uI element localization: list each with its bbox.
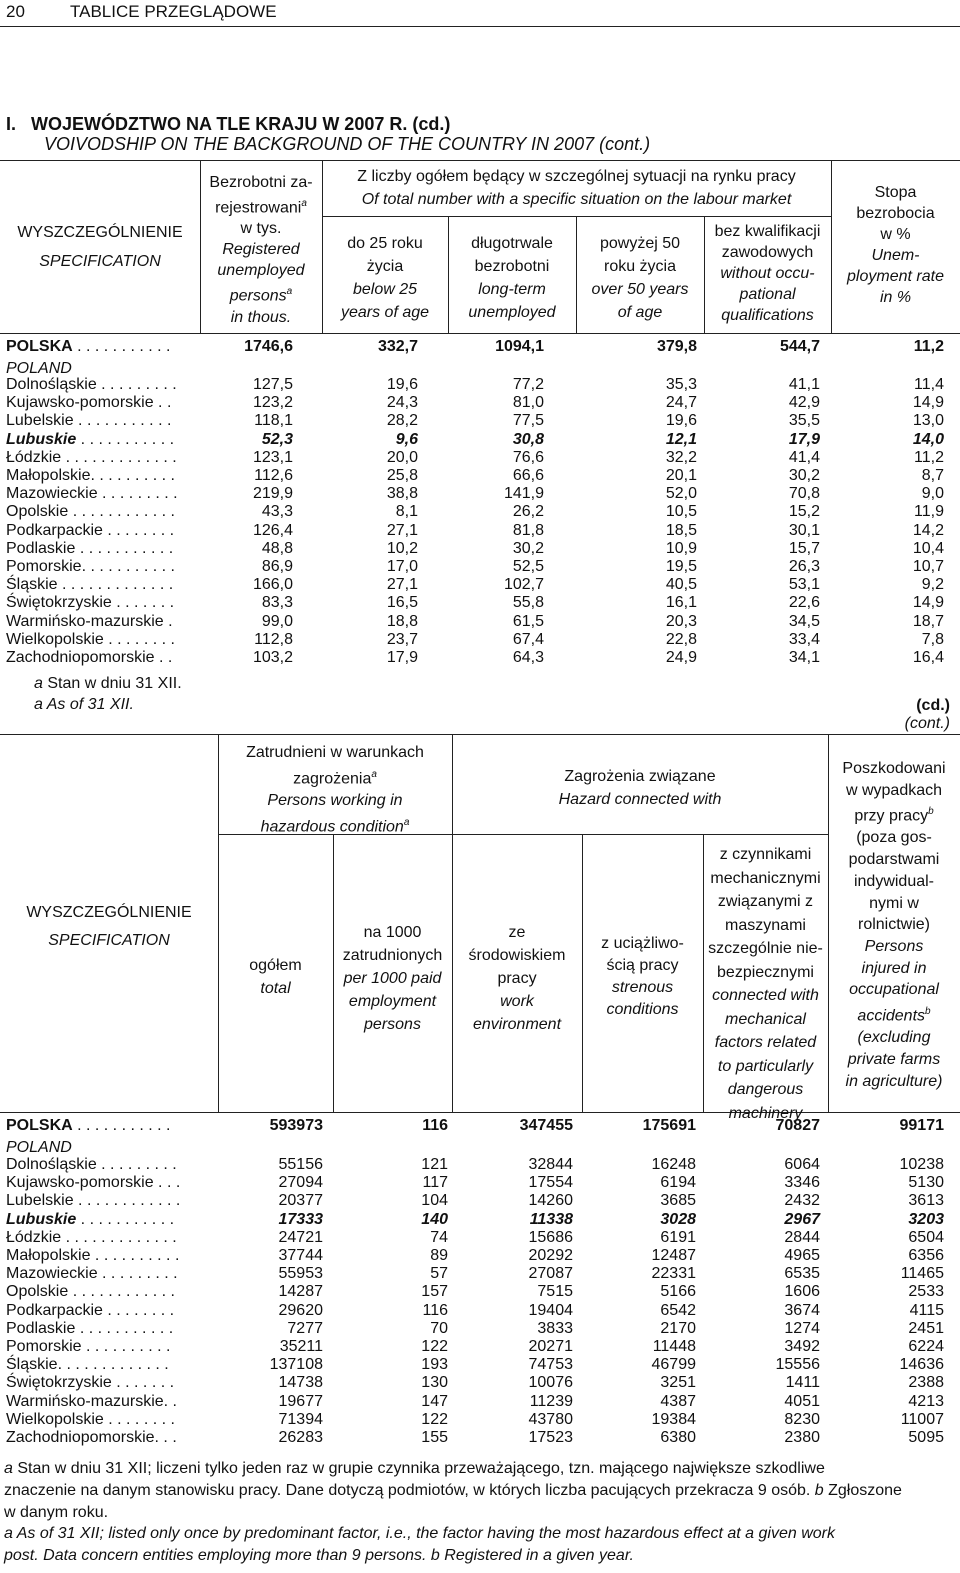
- table-cell: 27087: [528, 1265, 573, 1283]
- table-cell: 83,3: [261, 594, 293, 612]
- table-cell: 28,2: [386, 412, 418, 430]
- spec-header-2: WYSZCZEGÓLNIENIE SPECIFICATION: [26, 904, 192, 949]
- row-label: Śląskie. . . . . . . . . . . . .: [6, 1356, 169, 1374]
- table-cell: 14,9: [912, 594, 944, 612]
- table-cell: 26,3: [788, 558, 820, 575]
- table-cell: 117: [422, 1174, 448, 1192]
- col-total: ogółem total: [249, 957, 302, 997]
- table-cell: 35211: [279, 1338, 323, 1355]
- table-cell: 15,2: [788, 503, 820, 521]
- col-rate: Stopa bezrobocia w % Unem- ployment rate in %: [847, 184, 944, 306]
- table-cell: 332,7: [377, 338, 418, 355]
- group-hazardous: Zatrudnieni w warunkach zagrożenia$^a$ Persons working in hazardous condition$^a$: [246, 744, 424, 836]
- table-cell: 166,0: [252, 576, 293, 594]
- table-cell: 121: [421, 1156, 448, 1173]
- row-label: Zachodniopomorskie. . .: [6, 1429, 177, 1446]
- table-cell: 52,5: [512, 558, 544, 575]
- table-cell: 24,9: [665, 649, 697, 666]
- table-cell: 24721: [278, 1228, 323, 1246]
- table-cell: 11239: [529, 1392, 573, 1410]
- spec-header: [0, 222, 200, 272]
- table-cell: 30,2: [512, 539, 544, 557]
- table-cell: 19384: [651, 1410, 696, 1428]
- row-label: Opolskie . . . . . . . . . . . .: [6, 1283, 175, 1301]
- section-title-pl: I. WOJEWÓDZTWO NA TLE KRAJU W 2007 R. (cd.): [6, 114, 451, 134]
- table-cell: 6535: [784, 1265, 820, 1283]
- table-cell: 2170: [660, 1319, 696, 1337]
- table-cell: 34,1: [788, 649, 820, 666]
- table-cell: 53,1: [788, 576, 820, 594]
- table-cell: 35,3: [665, 376, 697, 393]
- table-cell: 6224: [908, 1338, 944, 1355]
- table-cell: 9,6: [395, 430, 418, 448]
- table-cell: 118,1: [254, 412, 293, 430]
- row-label: Warmińsko-mazurskie .: [6, 612, 173, 630]
- table-cell: 37744: [278, 1247, 323, 1264]
- table-cell: 41,1: [788, 376, 820, 393]
- spec-pl: WYSZCZEGÓLNIENIE: [17, 224, 183, 241]
- group-hazard-connected: Zagrożenia związane Hazard connected with: [558, 768, 722, 808]
- table-cell: 27094: [278, 1174, 323, 1192]
- table-cell: 123,2: [252, 394, 293, 412]
- table-cell: 14,2: [912, 521, 944, 539]
- table-cell: 15556: [775, 1356, 820, 1374]
- table-cell: 20,1: [665, 467, 697, 484]
- table-cell: 10076: [528, 1374, 573, 1392]
- table-cell: 24,3: [386, 394, 418, 412]
- row-label: Warmińsko-mazurskie. .: [6, 1392, 177, 1410]
- table-cell: 3203: [908, 1210, 944, 1228]
- table-cell: 193: [421, 1356, 448, 1374]
- table-cell: 3028: [660, 1210, 696, 1228]
- table-cell: 4051: [784, 1392, 820, 1410]
- table-cell: 147: [421, 1392, 448, 1410]
- table-cell: 8230: [784, 1410, 820, 1428]
- table-cell: 9,0: [921, 485, 944, 503]
- table-cell: 13,0: [912, 412, 944, 430]
- table-cell: 61,5: [512, 612, 544, 630]
- table-cell: 70827: [775, 1117, 820, 1134]
- footnote-pl: a Stan w dniu 31 XII; liczeni tylko jeden raz w grupie czynnika przeważającego, tzn. mającego największe szkodliwe znaczenie na danym stanowisku pracy. Dane dotyczą podmiotów, w których liczba pacujących przekracza 9 osób. b Zgłoszone w danym roku.: [4, 1460, 902, 1521]
- table-cell: 34,5: [788, 612, 820, 630]
- table-cell: 112,8: [254, 630, 293, 648]
- table-cell: 1094,1: [495, 338, 544, 355]
- table-cell: 102,7: [503, 576, 544, 594]
- table-cell: 42,9: [788, 394, 820, 412]
- table-cell: 10238: [899, 1156, 944, 1173]
- row-label: Kujawsko-pomorskie . .: [6, 394, 172, 412]
- table-cell: 22,8: [665, 630, 697, 648]
- table-cell: 20,0: [386, 448, 418, 466]
- table-cell: 17333: [278, 1210, 323, 1228]
- table1-top-rule: [0, 160, 960, 161]
- table-cell: 20271: [528, 1338, 573, 1355]
- row-label: Łódzkie . . . . . . . . . . . . .: [6, 448, 177, 466]
- table-cell: 11465: [900, 1265, 944, 1283]
- table-cell: 29620: [278, 1301, 323, 1319]
- row-label: Lubuskie . . . . . . . . . . .: [6, 430, 175, 448]
- table-cell: 6542: [660, 1301, 696, 1319]
- table-cell: 11007: [900, 1410, 944, 1428]
- row-label: Wielkopolskie . . . . . . . .: [6, 1410, 175, 1428]
- table-cell: 74: [430, 1228, 448, 1246]
- table-cell: 14,0: [912, 430, 944, 448]
- table-cell: 2432: [784, 1192, 820, 1210]
- header-rule: [0, 26, 960, 27]
- table-cell: 6380: [660, 1429, 696, 1446]
- table-cell: 99,0: [261, 612, 293, 630]
- table-cell: 112,6: [254, 467, 293, 484]
- table-cell: 5095: [908, 1429, 944, 1446]
- table-cell: 38,8: [386, 485, 418, 503]
- table-cell: 18,5: [665, 521, 697, 539]
- table-cell: 17,0: [386, 558, 418, 575]
- table-cell: 15686: [528, 1228, 573, 1246]
- table-cell: 27,1: [386, 521, 418, 539]
- table-cell: 57: [430, 1265, 448, 1283]
- table-cell: 20377: [278, 1192, 323, 1210]
- table-cell: 130: [421, 1374, 448, 1392]
- table-cell: 175691: [642, 1117, 696, 1134]
- section-title-en: VOIVODSHIP ON THE BACKGROUND OF THE COUNTRY IN 2007 (cont.): [44, 134, 651, 154]
- col-young: do 25 roku życia below 25 years of age: [340, 235, 430, 321]
- poland-en-label-2: POLAND: [6, 1139, 72, 1156]
- table-cell: 7515: [537, 1283, 573, 1301]
- table-cell: 116: [422, 1301, 448, 1319]
- row-label: Podkarpackie . . . . . . . .: [6, 521, 175, 539]
- table-cell: 6356: [908, 1247, 944, 1264]
- row-label: Dolnośląskie . . . . . . . . .: [6, 1156, 177, 1173]
- table-cell: 17,9: [788, 430, 820, 448]
- table-cell: 14260: [528, 1192, 573, 1210]
- col-per1000: na 1000 zatrudnionych per 1000 paid employment persons: [342, 924, 443, 1033]
- table-cell: 19,6: [665, 412, 697, 430]
- table-cell: 4387: [660, 1392, 696, 1410]
- table-cell: 5130: [908, 1174, 944, 1192]
- table-cell: 24,7: [665, 394, 697, 412]
- table-cell: 6194: [660, 1174, 696, 1192]
- table1-header-bottom-rule: [0, 333, 960, 334]
- table-cell: 14287: [278, 1283, 323, 1301]
- table-cell: 1746,6: [244, 338, 293, 355]
- table-cell: 19,6: [386, 376, 418, 393]
- table-cell: 30,1: [788, 521, 820, 539]
- table-cell: 2451: [908, 1319, 944, 1337]
- table-cell: 76,6: [512, 448, 544, 466]
- table-cell: 81,0: [512, 394, 544, 412]
- table-cell: 23,7: [386, 630, 418, 648]
- table-cell: 11448: [652, 1338, 696, 1355]
- table-cell: 1606: [784, 1283, 820, 1301]
- table-cell: 43,3: [261, 503, 293, 521]
- table-cell: 99171: [899, 1117, 944, 1134]
- spec-en: SPECIFICATION: [39, 253, 161, 270]
- table-cell: 70: [430, 1319, 448, 1337]
- table-cell: 16,1: [665, 594, 697, 612]
- row-label: Łódzkie . . . . . . . . . . . . .: [6, 1228, 177, 1246]
- table-cell: 6504: [908, 1228, 944, 1246]
- row-label: Wielkopolskie . . . . . . . .: [6, 630, 175, 648]
- table-cell: 4115: [909, 1301, 944, 1319]
- row-label: Pomorskie . . . . . . . . . .: [6, 1338, 171, 1355]
- table-cell: 67,4: [512, 630, 544, 648]
- table-cell: 19677: [278, 1392, 323, 1410]
- table-cell: 379,8: [656, 338, 697, 355]
- table-cell: 14738: [278, 1374, 323, 1392]
- table-cell: 19404: [528, 1301, 573, 1319]
- table-cell: 2388: [908, 1374, 944, 1392]
- row-label: Kujawsko-pomorskie . . .: [6, 1174, 181, 1192]
- table-cell: 15,7: [788, 539, 820, 557]
- table-cell: 35,5: [788, 412, 820, 430]
- table-cell: 8,7: [921, 467, 944, 484]
- table-cell: 48,8: [261, 539, 293, 557]
- continued-pl: (cd.): [916, 697, 950, 714]
- table-cell: 30,8: [512, 430, 544, 448]
- table-cell: 25,8: [386, 467, 418, 484]
- table-cell: 2844: [784, 1228, 820, 1246]
- table-cell: 52,3: [261, 430, 293, 448]
- page-number: 20: [6, 2, 25, 21]
- row-label: Mazowieckie . . . . . . . . .: [6, 1265, 178, 1283]
- table-cell: 3833: [537, 1319, 573, 1337]
- col-over50: powyżej 50 roku życia over 50 years of age: [591, 235, 689, 321]
- col-mechanical: z czynnikami mechanicznymi związanymi z maszynami szczególnie nie- bezpiecznymi connected with mechanical factors related to particularly dangerous machinery: [708, 846, 823, 1122]
- table-cell: 5166: [660, 1283, 696, 1301]
- table1-note-pl: a Stan w dniu 31 XII.: [34, 675, 182, 692]
- table-cell: 33,4: [788, 630, 820, 648]
- table-cell: 1411: [785, 1374, 820, 1392]
- table-cell: 10,4: [912, 539, 944, 557]
- col-noqual: bez kwalifikacji zawodowych without occu- pational qualifications: [714, 223, 821, 324]
- table-cell: 20,3: [665, 612, 697, 630]
- table-cell: 41,4: [788, 448, 820, 466]
- table-cell: 7277: [287, 1319, 323, 1337]
- row-label: Podkarpackie . . . . . . . .: [6, 1301, 175, 1319]
- table-cell: 7,8: [921, 630, 944, 648]
- table-cell: 64,3: [512, 649, 544, 666]
- table-cell: 74753: [528, 1356, 573, 1374]
- row-label: Małopolskie . . . . . . . . . .: [6, 1247, 180, 1264]
- col-registered: Bezrobotni za- rejestrowani$^a$ w tys. Registered unemployed persons$^a$ in thous.: [209, 174, 313, 326]
- group-header: Z liczby ogółem będący w szczególnej sytuacji na rynku pracy Of total number with a specific situation on the labour market: [357, 168, 796, 208]
- table-cell: 4213: [908, 1392, 944, 1410]
- table-cell: 55156: [278, 1156, 323, 1173]
- table-cell: 46799: [651, 1356, 696, 1374]
- table-cell: 17,9: [386, 649, 418, 666]
- table-cell: 3674: [784, 1301, 820, 1319]
- table-cell: 104: [421, 1192, 448, 1210]
- row-label: Mazowieckie . . . . . . . . .: [6, 485, 178, 503]
- table-cell: 86,9: [261, 558, 293, 575]
- table-cell: 122: [421, 1338, 448, 1355]
- table-cell: 4965: [784, 1247, 820, 1264]
- table-cell: 14636: [899, 1356, 944, 1374]
- table-cell: 18,7: [912, 612, 944, 630]
- table-cell: 19,5: [665, 558, 697, 575]
- table-cell: 6191: [660, 1228, 696, 1246]
- table-cell: 11,2: [914, 448, 944, 466]
- row-label: Lubelskie . . . . . . . . . . .: [6, 412, 172, 430]
- row-label: Lubuskie . . . . . . . . . . .: [6, 1210, 175, 1228]
- table-cell: 66,6: [512, 467, 544, 484]
- table-cell: 43780: [528, 1410, 573, 1428]
- table-cell: 157: [421, 1283, 448, 1301]
- table-cell: 137108: [269, 1356, 323, 1374]
- poland-en-label: POLAND: [6, 360, 72, 377]
- row-label: Małopolskie. . . . . . . . . .: [6, 467, 175, 484]
- table-cell: 2967: [784, 1210, 820, 1228]
- table-cell: 30,2: [788, 467, 820, 484]
- row-label: Lubelskie . . . . . . . . . . . .: [6, 1192, 181, 1210]
- footnote-en: a As of 31 XII; listed only once by predominant factor, i.e., the factor having the most hazardous effect at a given work post. Data concern entities employing more than 9 persons. b Registered in a given year.: [4, 1525, 835, 1564]
- table-cell: 55,8: [512, 594, 544, 612]
- table-cell: 55953: [278, 1265, 323, 1283]
- table-cell: 155: [421, 1429, 448, 1446]
- table-cell: 27,1: [386, 576, 418, 594]
- row-label: Opolskie . . . . . . . . . . . .: [6, 503, 175, 521]
- row-label: Pomorskie. . . . . . . . . . .: [6, 558, 175, 575]
- table-cell: 14,9: [912, 394, 944, 412]
- table-cell: 17523: [528, 1429, 573, 1446]
- table-cell: 81,8: [512, 521, 544, 539]
- row-label: Świętokrzyskie . . . . . . .: [6, 1374, 175, 1392]
- table-cell: 20292: [528, 1247, 573, 1264]
- table-cell: 127,5: [252, 376, 293, 393]
- table-cell: 141,9: [503, 485, 544, 503]
- table-cell: 16,5: [386, 594, 418, 612]
- table-cell: 126,4: [252, 521, 293, 539]
- row-label: POLSKA . . . . . . . . . . .: [6, 1117, 171, 1134]
- row-label: Podlaskie . . . . . . . . . . .: [6, 539, 174, 557]
- table-cell: 6064: [784, 1156, 820, 1173]
- table-cell: 10,5: [665, 503, 697, 521]
- table-cell: 103,2: [252, 649, 293, 666]
- table-cell: 17554: [528, 1174, 573, 1192]
- table1-note-en: a As of 31 XII.: [34, 696, 134, 713]
- col-longterm: długotrwale bezrobotni long-term unemployed: [468, 235, 556, 321]
- table2-top-rule: [0, 734, 960, 735]
- table-cell: 77,2: [512, 376, 544, 393]
- row-label: Śląskie . . . . . . . . . . . . .: [6, 576, 174, 594]
- table-cell: 11338: [529, 1210, 573, 1228]
- col-injured: Poszkodowani w wypadkach przy pracy$^b$ (poza gos- podarstwami indywidual- nymi w rolnictwie) Persons injured in occupational accidents$^b$ (excluding private farms in agriculture): [842, 760, 946, 1090]
- table-cell: 2380: [784, 1429, 820, 1446]
- table-cell: 3613: [908, 1192, 944, 1210]
- table-cell: 1274: [784, 1319, 820, 1337]
- table-cell: 32,2: [665, 448, 697, 466]
- table-cell: 52,0: [665, 485, 697, 503]
- table-cell: 89: [430, 1247, 448, 1264]
- row-label: Podlaskie . . . . . . . . . . .: [6, 1319, 174, 1337]
- table-cell: 71394: [278, 1410, 323, 1428]
- table-cell: 12,1: [665, 430, 697, 448]
- table-cell: 70,8: [788, 485, 820, 503]
- col-strenous: z uciążliwo- ścią pracy strenous conditions: [601, 935, 684, 1018]
- table-cell: 3251: [660, 1374, 696, 1392]
- table-cell: 11,4: [914, 376, 944, 393]
- table-cell: 10,2: [386, 539, 418, 557]
- table-cell: 77,5: [512, 412, 544, 430]
- table-cell: 347455: [519, 1117, 573, 1134]
- row-label: Zachodniopomorskie . .: [6, 649, 173, 666]
- table-cell: 26283: [278, 1429, 323, 1446]
- table-cell: 16248: [651, 1156, 696, 1173]
- row-label: POLSKA . . . . . . . . . . .: [6, 338, 171, 355]
- table-cell: 10,9: [665, 539, 697, 557]
- table-cell: 140: [421, 1210, 448, 1228]
- table-cell: 26,2: [512, 503, 544, 521]
- table-cell: 22331: [651, 1265, 696, 1283]
- table-cell: 11,2: [913, 338, 944, 355]
- table-cell: 40,5: [665, 576, 697, 594]
- table-cell: 593973: [269, 1117, 323, 1134]
- table-cell: 219,9: [252, 485, 293, 503]
- table-cell: 18,8: [386, 612, 418, 630]
- table-cell: 16,4: [912, 649, 944, 666]
- table-cell: 122: [421, 1410, 448, 1428]
- table-cell: 32844: [528, 1156, 573, 1173]
- table-cell: 2533: [908, 1283, 944, 1301]
- table-cell: 544,7: [779, 338, 820, 355]
- table-cell: 22,6: [788, 594, 820, 612]
- table-cell: 3492: [784, 1338, 820, 1355]
- table-cell: 10,7: [912, 558, 944, 575]
- col-environment: ze środowiskiem pracy work environment: [468, 924, 566, 1033]
- table-cell: 123,1: [252, 448, 293, 466]
- table-cell: 11,9: [914, 503, 944, 521]
- table-cell: 8,1: [395, 503, 418, 521]
- table-cell: 12487: [651, 1247, 696, 1264]
- continued-en: (cont.): [904, 715, 950, 732]
- table-cell: 3685: [660, 1192, 696, 1210]
- table-cell: 9,2: [921, 576, 944, 594]
- running-title: TABLICE PRZEGLĄDOWE: [70, 2, 277, 21]
- row-label: Świętokrzyskie . . . . . . .: [6, 594, 175, 612]
- table-cell: 3346: [784, 1174, 820, 1192]
- row-label: Dolnośląskie . . . . . . . . .: [6, 376, 177, 393]
- table-cell: 116: [422, 1117, 448, 1134]
